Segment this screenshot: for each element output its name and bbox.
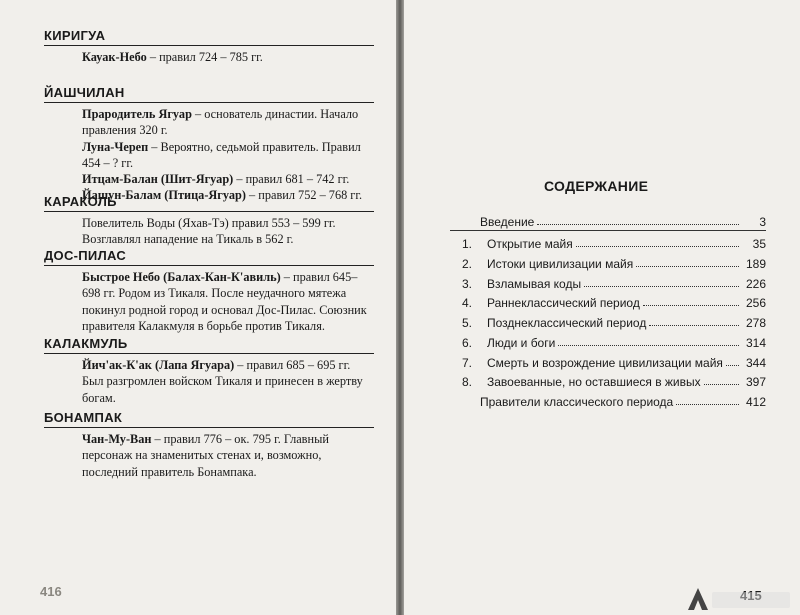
toc-page-number: 3 — [759, 214, 766, 229]
toc-row[interactable] — [450, 350, 766, 370]
section-rule — [44, 45, 374, 46]
toc-chapter-title: Смерть и возрождение цивилизации майя — [487, 355, 723, 370]
section-rule — [44, 427, 374, 428]
ruler-description: Повелитель Воды (Яхав-Тэ) правил 553 – 599 гг. Возглавлял нападение на Тикаль в 562 г. — [82, 216, 336, 247]
ruler-description: – правил 724 – 785 гг. — [146, 50, 263, 64]
ruler-entry — [82, 106, 374, 139]
toc-chapter-number: 7. — [461, 355, 472, 370]
section-rule — [44, 211, 374, 212]
toc-page-number: 278 — [745, 316, 766, 331]
section-title: ЙАШЧИЛАН — [44, 85, 125, 100]
toc-page-number: 189 — [745, 257, 766, 272]
ruler-entry — [82, 431, 374, 480]
toc-page-number: 314 — [745, 335, 766, 350]
ruler-description: – правил 681 – 742 гг. — [233, 172, 350, 187]
toc-page-number: 344 — [745, 355, 766, 370]
ruler-name: Итцам-Балан (Шит-Ягуар) — [82, 172, 234, 187]
toc-page-number: 256 — [745, 296, 766, 311]
ruler-description: – правил 685 – 695 гг. Был разгромлен войском Тикаля и принесен в жертву богам. — [82, 358, 363, 405]
toc-page-number: 226 — [745, 276, 766, 291]
toc-leader-dots — [676, 404, 739, 405]
toc-chapter-title: Раннеклассический период — [487, 296, 640, 311]
toc-row[interactable] — [450, 370, 766, 390]
table-of-contents — [450, 209, 766, 409]
toc-leader-dots — [636, 266, 739, 267]
ruler-entry — [82, 357, 374, 406]
ruler-entry — [82, 171, 374, 187]
toc-page-number: 397 — [745, 375, 766, 390]
section-rule — [44, 102, 374, 103]
ruler-name: Йашун-Балам (Птица-Ягуар) — [82, 188, 246, 203]
publisher-logo — [684, 584, 794, 612]
ruler-name: Быстрое Небо (Балах-Кан-К'авиль) — [82, 270, 281, 284]
section — [44, 248, 374, 334]
toc-leader-dots — [576, 246, 739, 247]
toc-leader-dots — [726, 365, 739, 366]
section — [44, 28, 374, 65]
section-title: КАРАКОЛЬ — [44, 194, 117, 209]
right-page — [404, 0, 800, 615]
ruler-name: Кауак-Небо — [82, 50, 147, 64]
toc-leader-dots — [558, 345, 739, 346]
toc-chapter-number: 6. — [461, 335, 472, 350]
toc-chapter-title: Введение — [480, 214, 535, 229]
toc-leader-dots — [584, 286, 739, 287]
ruler-description: – основатель династии. Начало правления 320 г. — [82, 107, 359, 138]
ruler-name: Йич'ак-К'ак (Лапа Ягуара) — [82, 358, 235, 372]
section-title: КИРИГУА — [44, 28, 106, 43]
ruler-entry — [82, 49, 374, 65]
section — [44, 336, 374, 406]
toc-row[interactable] — [450, 310, 766, 330]
toc-chapter-title: Люди и боги — [487, 335, 556, 350]
toc-chapter-title: Правители классического периода — [480, 394, 674, 409]
toc-chapter-number: 2. — [461, 257, 472, 272]
ruler-entry — [82, 269, 374, 334]
ruler-description: – правил 752 – 768 гг. — [245, 188, 363, 203]
toc-chapter-title: Завоеванные, но оставшиеся в живых — [487, 375, 701, 390]
toc-chapter-title: Открытие майя — [487, 237, 573, 252]
section — [44, 194, 374, 248]
toc-leader-dots — [643, 305, 739, 306]
ruler-name: Чан-Му-Ван — [82, 432, 152, 446]
toc-row[interactable] — [450, 330, 766, 350]
toc-row[interactable] — [450, 389, 766, 409]
section-title: БОНАМПАК — [44, 410, 123, 425]
toc-row[interactable] — [450, 251, 766, 271]
toc-chapter-number: 8. — [461, 375, 472, 390]
section — [44, 85, 374, 204]
ruler-description: – Вероятно, седьмой правитель. Правил 454 – ? гг. — [82, 139, 361, 170]
left-page-number: 416 — [40, 584, 62, 599]
toc-chapter-number: 3. — [461, 276, 472, 291]
toc-row[interactable] — [450, 291, 766, 311]
book-gutter — [396, 0, 404, 615]
section — [44, 410, 374, 480]
toc-page-number: 412 — [745, 394, 766, 409]
toc-leader-dots — [649, 325, 739, 326]
toc-leader-dots — [704, 384, 739, 385]
section-title: ДОС-ПИЛАС — [44, 248, 127, 263]
section-title: КАЛАКМУЛЬ — [44, 336, 128, 351]
toc-chapter-number: 5. — [461, 316, 472, 331]
left-page — [0, 0, 396, 615]
toc-chapter-title: Позднеклассический период — [487, 316, 647, 331]
toc-chapter-title: Взламывая коды — [487, 276, 582, 291]
ruler-description: – правил 645–698 гг. Родом из Тикаля. После неудачного мятежа покинул родной город и основал Дос-Пилас. Союзник правителя Калакмуля в борьбе против Тикаля. — [82, 270, 367, 333]
ruler-entry — [82, 139, 374, 172]
toc-row[interactable] — [450, 271, 766, 291]
section-rule — [44, 265, 374, 266]
toc-divider — [450, 230, 766, 231]
ruler-name: Прародитель Ягуар — [82, 107, 192, 121]
toc-chapter-number: 4. — [461, 296, 472, 311]
toc-chapter-title: Истоки цивилизации майя — [487, 257, 634, 272]
toc-chapter-number: 1. — [461, 237, 472, 252]
toc-leader-dots — [537, 224, 739, 225]
toc-row[interactable] — [450, 232, 766, 252]
section-rule — [44, 353, 374, 354]
toc-title: СОДЕРЖАНИЕ — [544, 178, 649, 194]
ruler-name: Луна-Череп — [82, 139, 149, 154]
ruler-description: – правил 776 – ок. 795 г. Главный персонаж на знаменитых стенах и, возможно, последний правитель Бонампака. — [82, 432, 329, 479]
toc-row[interactable] — [450, 209, 766, 229]
toc-page-number: 35 — [752, 237, 766, 252]
ruler-entry — [82, 215, 374, 248]
